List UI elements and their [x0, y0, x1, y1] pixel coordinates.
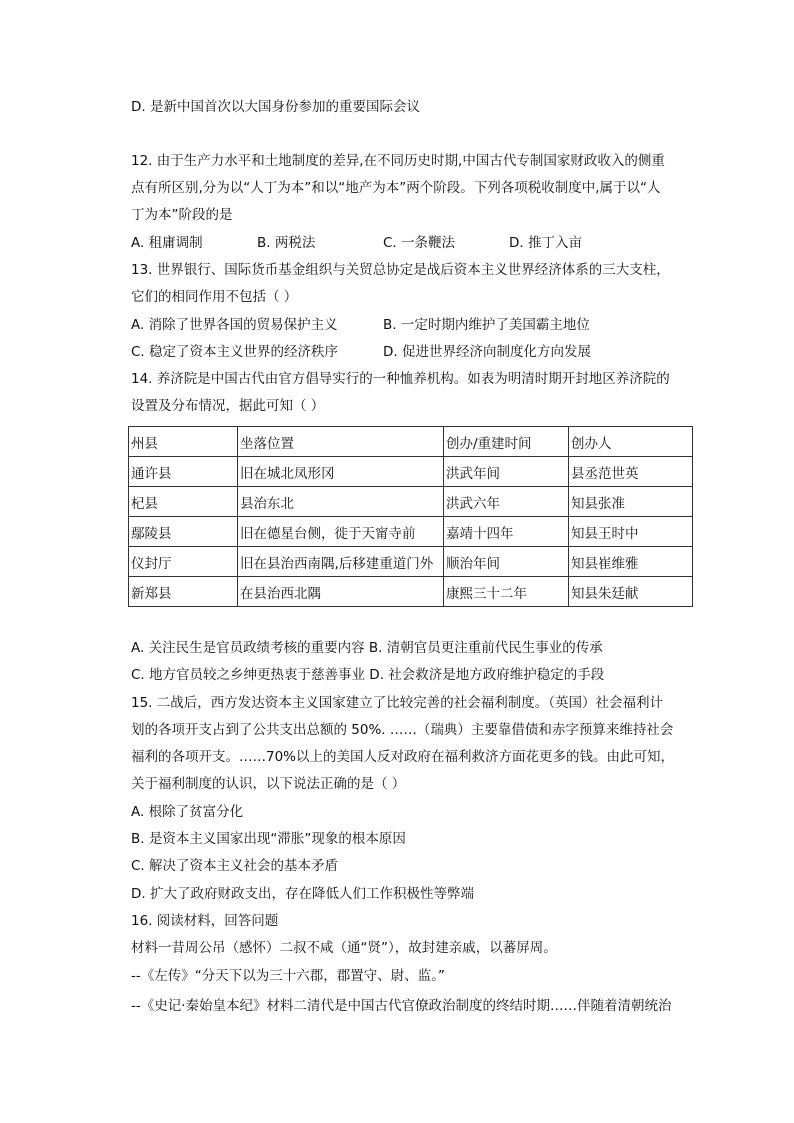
q14-options-ab: A. 关注民生是官员政绩考核的重要内容 B. 清朝官员更注重前代民生事业的传承 — [131, 640, 603, 656]
table-cell: 知县崔维雅 — [569, 547, 693, 577]
table-cell: 洪武年间 — [444, 457, 569, 487]
table-cell: 通许县 — [129, 457, 238, 487]
q16-line-4: --《史记·秦始皇本纪》材料二清代是中国古代官僚政治制度的终结时期……伴随着清朝统治 — [131, 998, 672, 1014]
q11-option-d: D. 是新中国首次以大国身份参加的重要国际会议 — [131, 99, 420, 115]
q16-line-2: 材料一昔周公吊（感怀）二叔不咸（通“贤”），故封建亲戚，以蕃屏周。 — [131, 940, 557, 956]
q14-line-1: 14. 养济院是中国古代由官方倡导实行的一种恤养机构。如表为明清时期开封地区养济院的 — [131, 371, 670, 387]
header-founded-time: 创办/重建时间 — [444, 427, 569, 457]
q12-option-a: A. 租庸调制 — [131, 235, 203, 251]
table-row — [129, 457, 693, 487]
q15-line-4: 关于福利制度的认识，以下说法正确的是（ ） — [131, 776, 406, 792]
header-prefecture: 州县 — [129, 427, 238, 457]
table-row — [129, 517, 693, 547]
table-row — [129, 577, 693, 607]
table-cell: 洪武六年 — [444, 487, 569, 517]
table-cell: 县丞范世英 — [569, 457, 693, 487]
q15-line-2: 划的各项开支占到了公共支出总额的 50%. ……（瑞典）主要靠借债和赤字预算来维持社会 — [131, 722, 674, 738]
q15-line-3: 福利的各项开支。……70%以上的美国人反对政府在福利救济方面花更多的钱。由此可知， — [131, 749, 675, 765]
table-cell: 康熙三十二年 — [444, 577, 569, 607]
q13-option-c: C. 稳定了资本主义世界的经济秩序 — [131, 344, 339, 360]
table-cell: 知县朱廷献 — [569, 577, 693, 607]
table-cell: 新郑县 — [129, 577, 238, 607]
table-cell: 在县治西北隅 — [238, 577, 444, 607]
table-cell: 县治东北 — [238, 487, 444, 517]
table-cell: 知县王时中 — [569, 517, 693, 547]
table-row — [129, 487, 693, 517]
q15-option-c: C. 解决了资本主义社会的基本矛盾 — [131, 858, 339, 874]
q12-line-3: 丁为本”阶段的是 — [131, 207, 233, 223]
q16-line-1: 16. 阅读材料，回答问题 — [131, 913, 279, 929]
header-founder: 创办人 — [569, 427, 693, 457]
table-cell: 仪封厅 — [129, 547, 238, 577]
q15-option-b: B. 是资本主义国家出现“滞胀”现象的根本原因 — [131, 831, 406, 847]
q12-line-2: 点有所区别,分为以“人丁为本”和以“地产为本”两个阶段。下列各项税收制度中,属于以“人 — [131, 180, 661, 196]
table-cell: 嘉靖十四年 — [444, 517, 569, 547]
table-cell: 旧在县治西南隅,后移建重道门外 — [238, 547, 444, 577]
q15-line-1: 15. 二战后，西方发达资本主义国家建立了比较完善的社会福利制度。（英国）社会福利计 — [131, 695, 664, 711]
table-cell: 鄢陵县 — [129, 517, 238, 547]
q13-option-a: A. 消除了世界各国的贸易保护主义 — [131, 317, 338, 333]
q15-option-a: A. 根除了贫富分化 — [131, 804, 244, 820]
q13-option-b: B. 一定时期内维护了美国霸主地位 — [383, 317, 590, 333]
q12-line-1: 12. 由于生产力水平和土地制度的差异,在不同历史时期,中国古代专制国家财政收入的侧重 — [131, 153, 665, 169]
q15-option-d: D. 扩大了政府财政支出，存在降低人们工作积极性等弊端 — [131, 886, 474, 902]
header-location: 坐落位置 — [238, 427, 444, 457]
q12-option-b: B. 两税法 — [257, 235, 316, 251]
q16-line-3: --《左传》“分天下以为三十六郡，郡置守、尉、监。” — [131, 968, 445, 984]
table-row — [129, 547, 693, 577]
q13-line-2: 它们的相同作用不包括（ ） — [131, 289, 298, 305]
q12-option-c: C. 一条鞭法 — [383, 235, 456, 251]
q13-option-d: D. 促进世界经济向制度化方向发展 — [383, 344, 591, 360]
q13-line-1: 13. 世界银行、国际货币基金组织与关贸总协定是战后资本主义世界经济体系的三大支柱， — [131, 262, 670, 278]
table-cell: 杞县 — [129, 487, 238, 517]
table-cell: 顺治年间 — [444, 547, 569, 577]
table-header-row — [129, 427, 693, 457]
table-cell: 知县张准 — [569, 487, 693, 517]
poorhouse-table — [128, 426, 693, 607]
table-cell: 旧在德星台侧，徙于天甯寺前 — [238, 517, 444, 547]
q12-option-d: D. 推丁入亩 — [509, 235, 582, 251]
table-cell: 旧在城北凤形冈 — [238, 457, 444, 487]
q14-line-2: 设置及分布情况，据此可知（ ） — [131, 398, 325, 414]
q14-options-cd: C. 地方官员较之乡绅更热衷于慈善事业 D. 社会救济是地方政府维护稳定的手段 — [131, 667, 605, 683]
